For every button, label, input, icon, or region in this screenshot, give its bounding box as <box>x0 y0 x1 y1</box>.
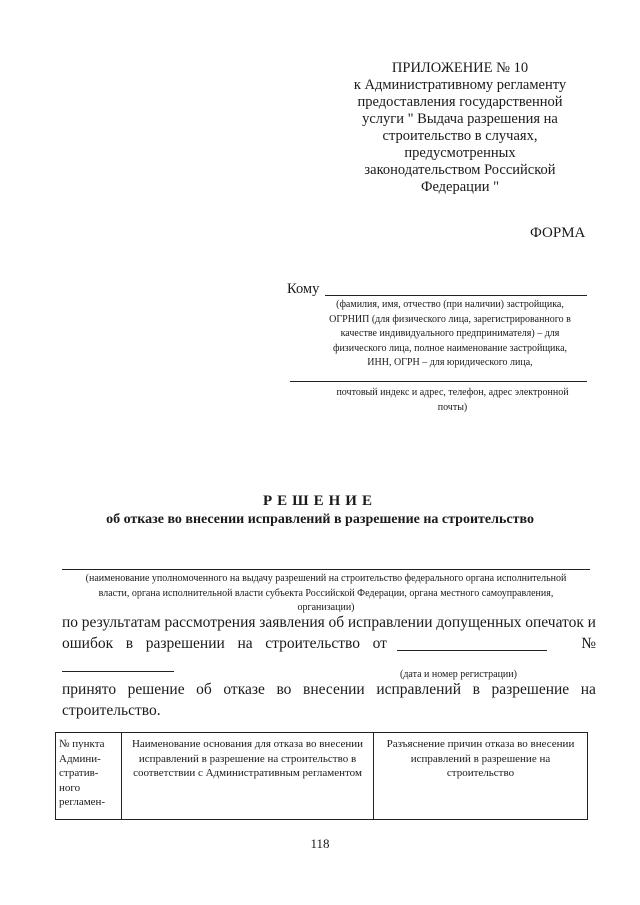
body-paragraph <box>62 612 596 654</box>
authority-note-line: организации) <box>297 602 355 613</box>
annex-line: к Административному регламенту <box>353 77 567 93</box>
address-note <box>315 386 590 415</box>
recipient-note-line: (фамилия, имя, отчество (при наличии) застройщика, <box>336 299 564 310</box>
body-line <box>62 612 596 633</box>
word: строительство <box>265 635 360 652</box>
word: отказе <box>223 681 265 698</box>
word: от <box>372 635 387 652</box>
word: исправлений <box>376 681 462 698</box>
word: заявления <box>259 614 325 631</box>
recipient-field-line <box>325 295 587 296</box>
annex-line: предоставления государственной <box>357 94 563 110</box>
annex-line: услуги " Выдача разрешения на <box>362 111 558 127</box>
word: и <box>587 614 596 631</box>
address-note-line: почтовый индекс и адрес, телефон, адрес электронной <box>336 387 569 398</box>
word: принято <box>62 681 117 698</box>
page-number: 118 <box>310 836 330 851</box>
annex-line: строительство в случаях, <box>382 128 538 144</box>
table-header-row <box>56 733 588 820</box>
recipient-note-line: ОГРНИП (для физического лица, зарегистрированного в <box>329 313 571 325</box>
body-line <box>62 679 596 700</box>
word: во <box>276 681 292 698</box>
recipient-note-line: ИНН, ОГРН – для юридического лица, <box>367 357 533 368</box>
word: на <box>237 635 253 652</box>
address-note-line: почты) <box>437 401 468 413</box>
word: по <box>62 614 79 631</box>
authority-note-line: (наименование уполномоченного на выдачу разрешений на строительство федерального органа исполнительной <box>85 573 567 584</box>
word: на <box>580 681 596 698</box>
word: решение <box>127 681 185 698</box>
word: исправлении <box>347 614 433 631</box>
word: в <box>125 635 134 652</box>
word: результатам <box>81 614 161 631</box>
recipient-note-line: физического лица, полное наименование застройщика, <box>332 342 568 354</box>
decision-title: РЕШЕНИЕ <box>263 493 377 509</box>
table-header-cell: Разъяснение причин отказа во внесении исправлений в разрешение на строительство <box>374 733 588 820</box>
body-line-words <box>62 633 387 654</box>
word: разрешении <box>145 635 225 652</box>
body-line: строительство. <box>62 702 161 719</box>
word: разрешение <box>491 681 570 698</box>
recipient-note <box>310 298 590 371</box>
address-field-line <box>290 381 587 382</box>
annex-title: ПРИЛОЖЕНИЕ № 10 <box>391 60 529 76</box>
number-sign: № <box>581 635 596 652</box>
annex-line: предусмотренных <box>404 145 516 161</box>
word: опечаток <box>525 614 584 631</box>
annex-line: законодательством Российской <box>364 162 556 178</box>
registration-note: (дата и номер регистрации) <box>400 669 517 680</box>
word: рассмотрения <box>164 614 256 631</box>
word: ошибок <box>62 635 114 652</box>
word: внесении <box>303 681 365 698</box>
form-label: ФОРМА <box>530 225 586 241</box>
reasons-table <box>55 732 588 820</box>
word: об <box>328 614 345 631</box>
table-header-cell: Наименование основания для отказа во внесении исправлений в разрешение на строительство в соответствии с Административным регламентом <box>122 733 374 820</box>
recipient-note-line: качестве индивидуального предпринимателя) – для <box>340 328 560 339</box>
recipient-label: Кому <box>287 281 320 297</box>
annex-header <box>330 60 590 196</box>
annex-line: Федерации " <box>420 179 500 195</box>
word: в <box>472 681 480 698</box>
table-header-cell: № пункта Админи-стратив-ного регламен- <box>56 733 122 820</box>
word: об <box>196 681 212 698</box>
number-field-line <box>62 671 174 672</box>
decision-subtitle: об отказе во внесении исправлений в разрешение на строительство <box>106 512 534 527</box>
date-field-line <box>397 650 547 651</box>
word: допущенных <box>436 614 522 631</box>
authority-note <box>62 572 590 616</box>
authority-field-line <box>62 569 590 570</box>
body-paragraph-2 <box>62 679 596 721</box>
authority-note-line: власти, органа исполнительной власти субъекта Российской Федерации, органа местного самоуправления, <box>98 587 554 599</box>
